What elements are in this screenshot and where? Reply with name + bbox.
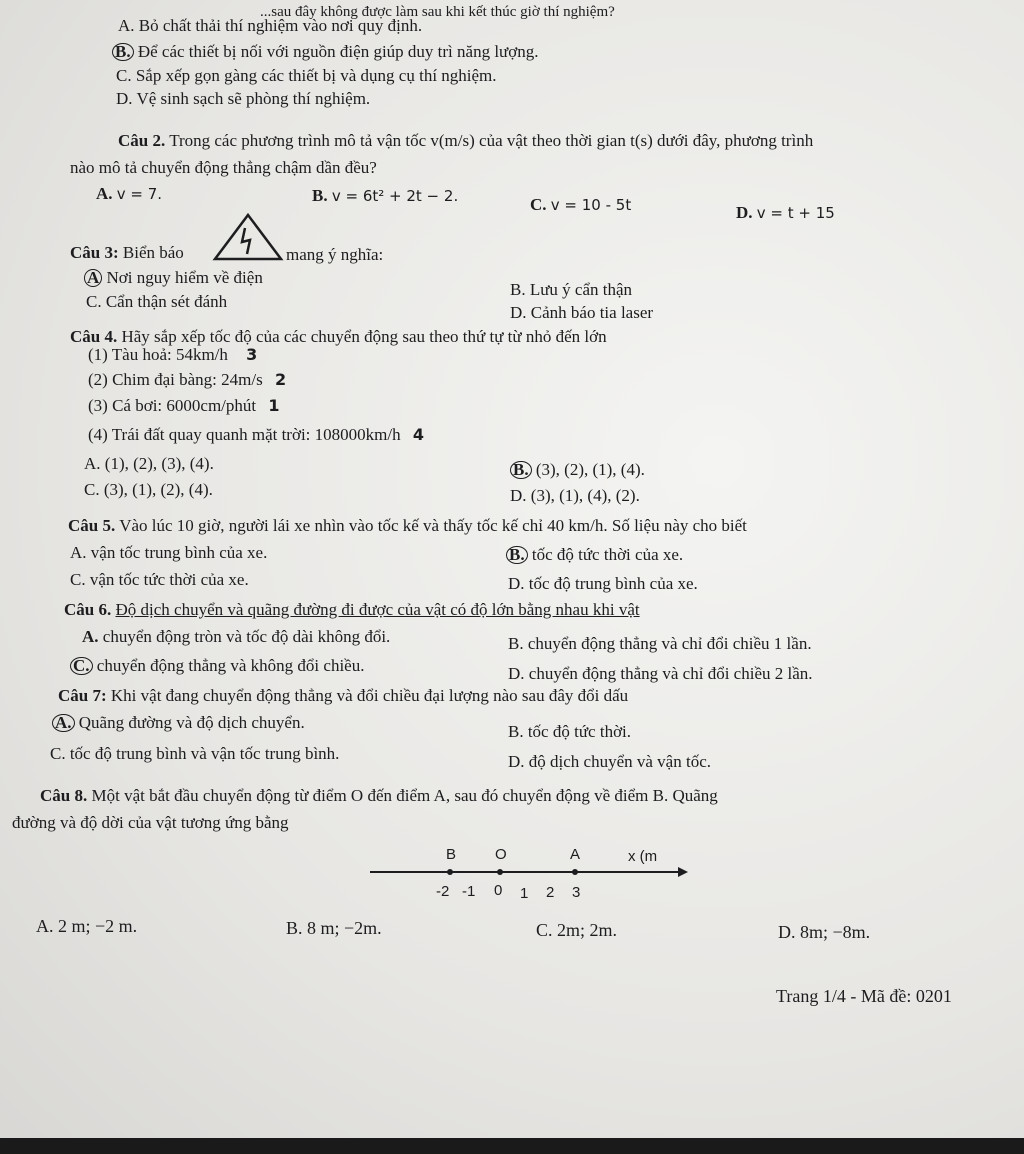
- q5-option-b: [506, 545, 683, 565]
- point-a-dot: [572, 869, 578, 875]
- q3-option-d: D. Cảnh báo tia laser: [510, 303, 654, 322]
- q5-option-b-text: tốc độ tức thời của xe.: [531, 545, 684, 564]
- q3-label: Câu 3:: [70, 243, 119, 262]
- q2-option-c-text: v = 10 - 5t: [550, 196, 632, 214]
- q4-option-d: D. (3), (1), (4), (2).: [510, 486, 640, 505]
- q7-option-d: D. độ dịch chuyển và vận tốc.: [508, 752, 711, 771]
- q5-stem-text: Vào lúc 10 giờ, người lái xe nhìn vào tốc kế và thấy tốc kế chỉ 40 km/h. Số liệu này cho biết: [119, 516, 747, 535]
- q2-option-d: [736, 203, 835, 223]
- q5-option-d: D. tốc độ trung bình của xe.: [508, 574, 698, 593]
- q1-option-a: A. Bỏ chất thải thí nghiệm vào nơi quy định.: [118, 16, 423, 35]
- q7-option-c: C. tốc độ trung bình và vận tốc trung bình.: [50, 744, 340, 763]
- q7-label: Câu 7:: [58, 686, 107, 705]
- q4-item-3-text: (3) Cá bơi: 6000cm/phút: [88, 396, 257, 415]
- q3-option-c: C. Cẩn thận sét đánh: [86, 292, 228, 311]
- q6-option-c: [70, 656, 364, 676]
- q2-option-d-text: v = t + 15: [756, 204, 835, 222]
- q5-option-b-circled: B.: [506, 546, 528, 564]
- q4-item-2-mark: 2: [274, 370, 287, 389]
- q2-stem-line2: nào mô tả chuyển động thẳng chậm dần đều?: [70, 158, 377, 177]
- q8-label: Câu 8.: [40, 786, 88, 805]
- q4-item-3: [88, 396, 280, 416]
- q6-option-d: D. chuyển động thẳng và chỉ đổi chiều 2 lần.: [508, 664, 813, 683]
- q8-option-b: B. 8 m; −2m.: [286, 918, 382, 938]
- q1-option-c: C. Sắp xếp gọn gàng các thiết bị và dụng cụ thí nghiệm.: [116, 66, 497, 85]
- q4-option-b: [510, 460, 645, 480]
- q1-option-b-text: Để các thiết bị nối với nguồn điện giúp duy trì năng lượng.: [137, 42, 539, 61]
- point-label-b: B: [446, 846, 457, 863]
- photo-edge-shadow: [0, 1138, 1024, 1154]
- q4-option-c: C. (3), (1), (2), (4).: [84, 480, 213, 499]
- q6-stem-text: Độ dịch chuyển và quãng đường đi được của vật có độ lớn bằng nhau khi vật: [115, 600, 640, 619]
- electric-hazard-sign-icon: [212, 212, 284, 262]
- q4-item-4-text: (4) Trái đất quay quanh mặt trời: 108000km/h: [88, 425, 401, 444]
- q2-option-d-letter: D.: [736, 203, 753, 222]
- q3-stem-pre: Biển báo: [122, 243, 184, 262]
- q4-item-2: [88, 370, 286, 390]
- q6-option-a-text: chuyển động tròn và tốc độ dài không đổi.: [102, 627, 391, 646]
- tick-label-neg1: -1: [462, 883, 476, 900]
- q8-stem-line1: [40, 786, 718, 806]
- q1-stem-tail: ...sau đây không được làm sau khi kết thúc giờ thí nghiệm?: [260, 4, 615, 20]
- q3-option-a: [84, 268, 263, 288]
- q4-item-4-mark: 4: [412, 425, 424, 444]
- q5-stem: [68, 516, 747, 536]
- q6-stem: [64, 600, 640, 620]
- q2-option-c-letter: C.: [530, 195, 547, 214]
- q7-option-a-circled: A.: [52, 714, 75, 732]
- tick-label-0: 0: [494, 882, 503, 899]
- q7-stem-text: Khi vật đang chuyển động thẳng và đổi chiều đại lượng nào sau đây đổi dấu: [110, 686, 629, 705]
- q2-label: Câu 2.: [118, 131, 166, 150]
- q4-option-a: A. (1), (2), (3), (4).: [84, 454, 214, 473]
- q2-option-a: [96, 184, 162, 204]
- tick-label-2: 2: [546, 884, 555, 901]
- q7-option-a-text: Quãng đường và độ dịch chuyển.: [78, 713, 305, 732]
- q2-option-a-letter: A.: [96, 184, 113, 203]
- axis-unit-label: x (m: [628, 848, 658, 865]
- q3-stem-post: mang ý nghĩa:: [286, 245, 384, 264]
- q2-option-b: [312, 186, 458, 206]
- point-b-dot: [447, 869, 453, 875]
- tick-label-1: 1: [520, 885, 529, 902]
- q8-option-a: A. 2 m; −2 m.: [36, 916, 138, 936]
- q4-item-1-text: (1) Tàu hoả: 54km/h: [88, 345, 228, 364]
- q2-stem-text: Trong các phương trình mô tả vận tốc v(m/s) của vật theo thời gian t(s) dưới đây, phương trình: [169, 131, 814, 150]
- point-label-o: O: [495, 846, 507, 863]
- q4-option-b-text: (3), (2), (1), (4).: [535, 460, 645, 479]
- q5-option-c: C. vận tốc tức thời của xe.: [70, 570, 249, 589]
- q1-option-b-circled: B.: [112, 43, 134, 61]
- q6-option-c-circled: C.: [70, 657, 93, 675]
- q3-stem: [70, 243, 184, 263]
- q1-option-b: [112, 42, 539, 62]
- page-footer: Trang 1/4 - Mã đề: 0201: [776, 986, 952, 1006]
- q7-option-a: [52, 713, 305, 733]
- q8-stem-line1-text: Một vật bắt đầu chuyển động từ điểm O đến điểm A, sau đó chuyển động về điểm B. Quãng: [91, 786, 718, 805]
- tick-label-3: 3: [572, 884, 581, 901]
- q4-item-1: [88, 345, 257, 365]
- q6-option-a: [82, 627, 390, 647]
- q3-option-a-text: Nơi nguy hiểm về điện: [106, 268, 263, 287]
- tick-label-neg2: -2: [436, 883, 450, 900]
- q6-option-a-letter: A.: [82, 627, 99, 646]
- q5-label: Câu 5.: [68, 516, 116, 535]
- q3-option-b: B. Lưu ý cẩn thận: [510, 280, 633, 299]
- q2-stem-line1: [118, 131, 813, 151]
- q2-option-a-text: v = 7.: [116, 185, 163, 203]
- q7-stem: [58, 686, 628, 706]
- q8-stem-line2: đường và độ dời của vật tương ứng bằng: [12, 813, 289, 832]
- q4-item-1-mark: 3: [246, 345, 258, 364]
- q8-option-c: C. 2m; 2m.: [536, 920, 618, 940]
- q7-option-b: B. tốc độ tức thời.: [508, 722, 632, 741]
- q1-option-d: D. Vệ sinh sạch sẽ phòng thí nghiệm.: [116, 89, 371, 108]
- q6-option-b: B. chuyển động thẳng và chỉ đổi chiều 1 lần.: [508, 634, 812, 653]
- q4-option-b-circled: B.: [510, 461, 532, 479]
- q6-option-c-text: chuyển động thẳng và không đổi chiều.: [96, 656, 365, 675]
- q2-option-c: [530, 195, 631, 215]
- q4-item-3-mark: 1: [268, 396, 280, 415]
- q4-stem-text: Hãy sắp xếp tốc độ của các chuyển động sau theo thứ tự từ nhỏ đến lớn: [121, 327, 607, 346]
- q2-option-b-text: v = 6t² + 2t − 2.: [331, 187, 459, 205]
- q5-option-a: A. vận tốc trung bình của xe.: [70, 543, 268, 562]
- q4-item-4: [88, 425, 424, 445]
- q2-option-b-letter: B.: [312, 186, 328, 205]
- q3-option-a-circled: A: [84, 269, 102, 287]
- q4-label: Câu 4.: [70, 327, 118, 346]
- point-label-a: A: [570, 846, 581, 863]
- q8-option-d: D. 8m; −8m.: [778, 922, 871, 942]
- q6-label: Câu 6.: [64, 600, 112, 619]
- q4-stem: [70, 327, 607, 347]
- q4-item-2-text: (2) Chim đại bàng: 24m/s: [88, 370, 263, 389]
- point-o-dot: [497, 869, 503, 875]
